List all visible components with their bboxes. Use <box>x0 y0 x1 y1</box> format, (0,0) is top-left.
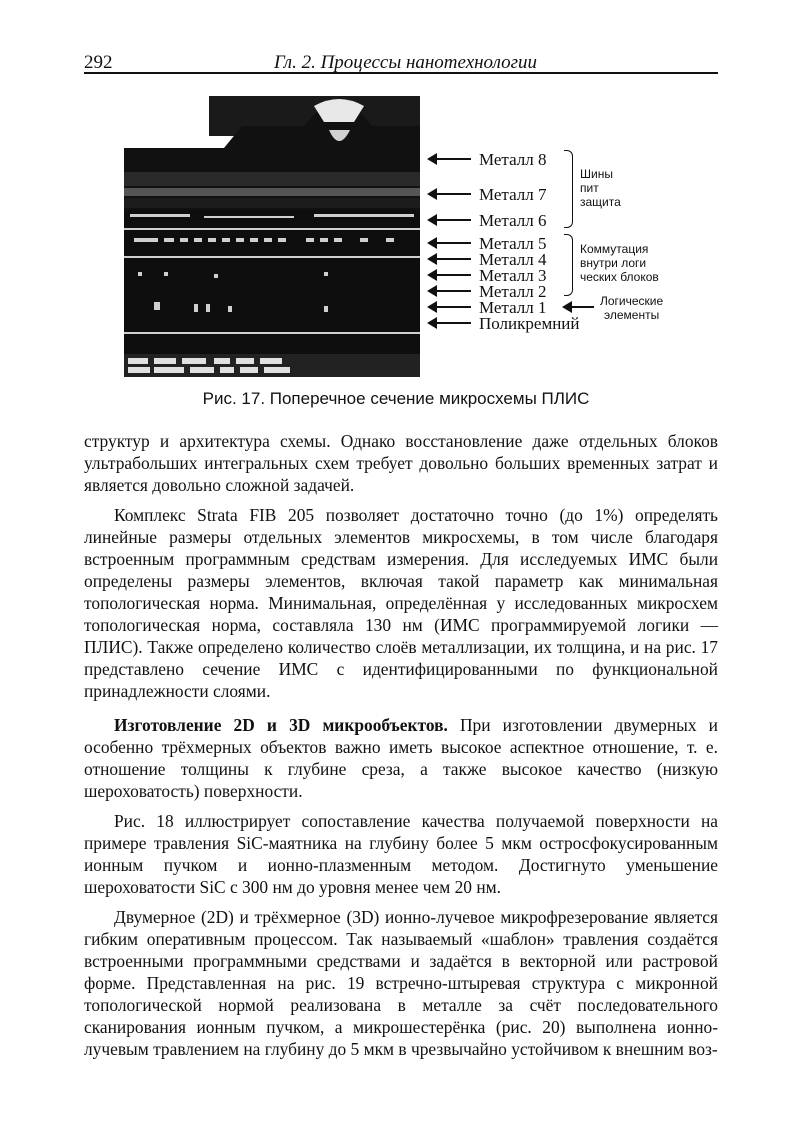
arrow-metal-7 <box>429 193 471 195</box>
paragraph-4: Рис. 18 иллюстрирует сопоставление качества получаемой поверхности на примере травления SiC-маятника на глубину более 5 мкм остросфокусированным ионным пучком и ионно-плазменным методом. Достигнуто уменьшение шероховатости SiC с 300 нм до уровня менее чем 20 нм. <box>84 811 718 897</box>
paragraph-3 <box>84 714 718 802</box>
paragraph-2: Комплекс Strata FIB 205 позволяет достаточно точно (до 1%) определять линейные размеры отдельных элементов микросхемы, в том числе благодаря встроенным программным средствам измерения. Для исследуемых ИМС были определены размеры элементов, включая такой параметр как минимальная топологическая норма. Минимальная, определённая у исследованных микросхем топологическая норма, составляла 130 нм (ИМС программируемой логики — ПЛИС). Также определено количество слоёв металлизации, их толщина, и на рис. 17 представлено сечение ИМС с идентифицированными по функциональной принадлежности слоями. <box>84 505 718 701</box>
label-metal-6: Металл 6 <box>479 211 547 230</box>
figure-caption: Рис. 17. Поперечное сечение микросхемы ПЛИС <box>202 389 590 408</box>
section-heading: Изготовление 2D и 3D микрообъектов. <box>114 715 448 735</box>
page-number: 292 <box>84 52 113 73</box>
brace-komm <box>564 234 573 296</box>
label-metal-7: Металл 7 <box>479 185 547 204</box>
paragraph-1: структур и архитектура схемы. Однако восстановление даже отдельных блоков ультрабольших интегральных схем требует довольно больших временных затрат и является довольно сложной задачей. <box>84 431 718 495</box>
label-metal-2: Металл 2 <box>479 282 547 301</box>
group-label-logic: Логические элементы <box>600 294 664 322</box>
arrow-metal-5 <box>429 242 471 244</box>
label-metal-3: Металл 3 <box>479 266 547 285</box>
group-label-komm: Коммутация внутри логи ческих блоков <box>580 242 659 284</box>
label-metal-1: Металл 1 <box>479 298 547 317</box>
group-label-shiny: Шины пит защита <box>580 167 621 209</box>
label-metal-5: Металл 5 <box>479 234 547 253</box>
arrow-polysilicon <box>429 322 471 324</box>
arrow-metal-6 <box>429 219 471 221</box>
layer-labels <box>124 92 694 378</box>
body-text <box>84 430 718 1060</box>
arrow-metal-8 <box>429 158 471 160</box>
header-rule <box>84 72 718 74</box>
arrow-metal-4 <box>429 258 471 260</box>
line-logic <box>564 306 594 308</box>
paragraph-5: Двумерное (2D) и трёхмерное (3D) ионно-лучевое микрофрезерование является гибким оперативным процессом. Так называемый «шаблон» травления создаётся встроенными программными средствами и задаётся в векторной или растровой форме. Представленная на рис. 19 встречно-штыревая структура с микронной топологической нормой реализована в металле за счёт последовательного сканирования ионным пучком, а микрошестерёнка (рис. 20) выполнена ионно-лучевым травлением на глубину до 5 мкм в чрезвычайно устойчивом к внешним воз- <box>84 907 718 1059</box>
label-polysilicon: Поликремний <box>479 314 580 333</box>
label-metal-8: Металл 8 <box>479 150 547 169</box>
figure-17 <box>124 92 694 378</box>
arrow-metal-1 <box>429 306 471 308</box>
paragraph-3-text: При изготовлении двумерных и особенно трёхмерных объектов важно иметь высокое аспектное отношение, т. е. отношение толщины к глубине среза, а также высокое качество (низкую шероховатость) поверхности. <box>84 715 718 801</box>
label-metal-4: Металл 4 <box>479 250 547 269</box>
page-header <box>84 48 718 74</box>
arrow-metal-3 <box>429 274 471 276</box>
brace-shiny <box>564 150 573 228</box>
arrow-metal-2 <box>429 290 471 292</box>
running-title: Гл. 2. Процессы нанотехнологии <box>274 52 538 73</box>
